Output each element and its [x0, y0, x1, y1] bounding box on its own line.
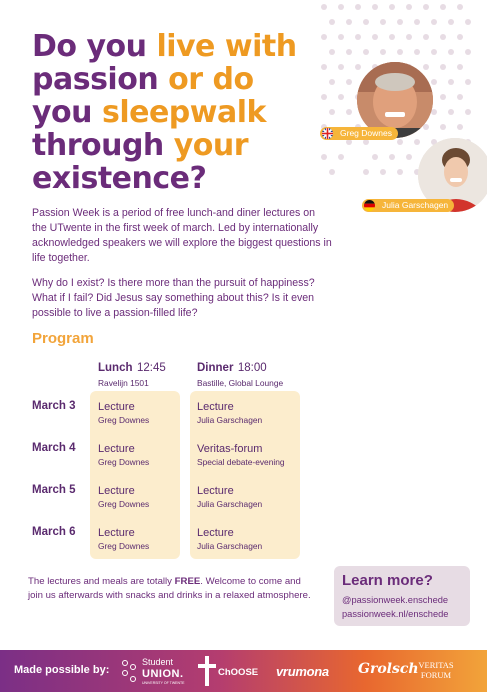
decorative-dot — [457, 94, 463, 100]
lunch-cell: Lecture Greg Downes — [98, 485, 150, 509]
decorative-dot — [414, 139, 420, 145]
decorative-dot — [389, 154, 395, 160]
decorative-dot — [338, 64, 344, 70]
decorative-dot — [440, 34, 446, 40]
decorative-dot — [346, 79, 352, 85]
decorative-dot — [397, 49, 403, 55]
day-label: March 5 — [32, 484, 76, 496]
dinner-column-header: Dinner 18:00 Bastille, Global Lounge — [197, 362, 284, 388]
decorative-dot — [457, 4, 463, 10]
grolsch-logo: Grolsch — [358, 661, 419, 677]
decorative-dot — [338, 34, 344, 40]
decorative-dot — [321, 4, 327, 10]
decorative-dot — [414, 19, 420, 25]
dinner-cell: Veritas-forum Special debate-evening — [197, 443, 285, 467]
dinner-cell: Lecture Julia Garschagen — [197, 527, 263, 551]
decorative-dot — [346, 109, 352, 115]
decorative-dot — [414, 49, 420, 55]
decorative-dot — [406, 34, 412, 40]
decorative-dot — [440, 94, 446, 100]
decorative-dot — [465, 79, 471, 85]
decorative-dot — [346, 19, 352, 25]
decorative-dot — [406, 4, 412, 10]
decorative-dot — [431, 109, 437, 115]
questions-paragraph: Why do I exist? Is there more than the pursuit of happiness? What if I fail? Did Jesus say something about this? Is it even possible to live a passion-filled life? — [32, 277, 315, 319]
decorative-dot — [448, 79, 454, 85]
free-meals-note: The lectures and meals are totally FREE. Welcome to come and join us afterwards with snacks and drinks in a relaxed atmosphere. — [28, 576, 311, 601]
student-union-dots-icon — [120, 657, 140, 687]
decorative-dot — [363, 49, 369, 55]
decorative-dot — [465, 19, 471, 25]
decorative-dot — [338, 4, 344, 10]
decorative-dot — [363, 169, 369, 175]
day-label: March 4 — [32, 442, 76, 454]
decorative-dot — [363, 19, 369, 25]
decorative-dot — [431, 19, 437, 25]
german-flag-icon — [364, 200, 375, 211]
student-union-logo: Student UNION. UNIVERSITY OF TWENTE — [120, 655, 190, 687]
uk-flag-icon — [322, 128, 333, 139]
decorative-dot — [355, 64, 361, 70]
decorative-dot — [380, 49, 386, 55]
decorative-dot — [372, 34, 378, 40]
dinner-cell: Lecture Julia Garschagen — [197, 485, 263, 509]
decorative-dot — [372, 154, 378, 160]
decorative-dot — [440, 64, 446, 70]
decorative-dot — [406, 154, 412, 160]
decorative-dot — [448, 49, 454, 55]
program-heading: Program — [32, 330, 94, 347]
decorative-dot — [423, 4, 429, 10]
decorative-dot — [346, 49, 352, 55]
decorative-dot — [423, 64, 429, 70]
website-link[interactable]: passionweek.nl/enschede — [342, 609, 449, 619]
decorative-dot — [423, 34, 429, 40]
dinner-cell: Lecture Julia Garschagen — [197, 401, 263, 425]
decorative-dot — [465, 49, 471, 55]
decorative-dot — [338, 154, 344, 160]
decorative-dot — [355, 4, 361, 10]
decorative-dot — [440, 4, 446, 10]
intro-paragraph: Passion Week is a period of free lunch-and diner lectures on the UTwente in the first week of march. Led by internationally acknowledged speakers we will explore the biggest questions in life together. — [32, 207, 332, 264]
instagram-handle[interactable]: @passionweek.enschede — [342, 595, 449, 605]
choose-logo: ChOOSE — [196, 654, 266, 688]
decorative-dot — [397, 139, 403, 145]
decorative-dot — [431, 49, 437, 55]
decorative-dot — [372, 4, 378, 10]
decorative-dot — [397, 169, 403, 175]
decorative-dot — [380, 169, 386, 175]
day-label: March 6 — [32, 526, 76, 538]
speaker-tag-greg: Greg Downes — [320, 127, 398, 140]
decorative-dot — [457, 124, 463, 130]
sponsor-bar — [0, 650, 487, 692]
decorative-dot — [355, 34, 361, 40]
decorative-dot — [338, 94, 344, 100]
decorative-dot — [440, 124, 446, 130]
decorative-dot — [389, 4, 395, 10]
decorative-dot — [397, 19, 403, 25]
veritas-forum-logo: VERITAS FORUM — [418, 660, 454, 680]
learn-more-box — [334, 566, 470, 626]
vrumona-logo: vrumona — [276, 664, 329, 679]
learn-more-title: Learn more? — [342, 572, 433, 589]
cross-icon — [196, 654, 218, 688]
decorative-dot — [448, 109, 454, 115]
day-label: March 3 — [32, 400, 76, 412]
speaker-tag-julia: Julia Garschagen — [362, 199, 454, 212]
decorative-dot — [423, 124, 429, 130]
decorative-dot — [448, 19, 454, 25]
decorative-dot — [431, 79, 437, 85]
sponsor-label: Made possible by: — [14, 664, 110, 676]
headline: Do you live with passion or do you sleepwalk through your existence? — [32, 29, 297, 196]
decorative-dot — [380, 19, 386, 25]
lunch-cell: Lecture Greg Downes — [98, 527, 150, 551]
lunch-cell: Lecture Greg Downes — [98, 443, 150, 467]
lunch-cell: Lecture Greg Downes — [98, 401, 150, 425]
lunch-column-header: Lunch 12:45 Ravelijn 1501 — [98, 362, 166, 388]
decorative-dot — [389, 34, 395, 40]
decorative-dot — [457, 64, 463, 70]
decorative-dot — [329, 19, 335, 25]
decorative-dot — [457, 34, 463, 40]
decorative-dot — [465, 109, 471, 115]
